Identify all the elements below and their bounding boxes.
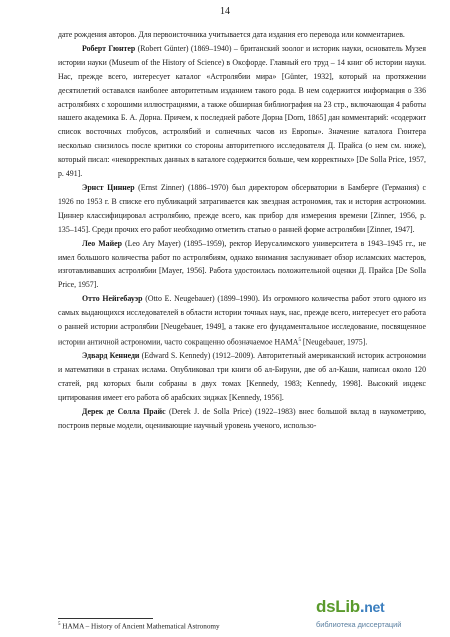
document-body <box>58 28 426 433</box>
person-name: Эрнст Циннер <box>82 182 135 192</box>
person-name: Роберт Гюнтер <box>82 43 136 53</box>
paragraph-text: дате рождения авторов. Для первоисточника учитывается дата издания его перевода или комментариев. <box>58 30 405 39</box>
paragraph-text: (Robert Günter) (1869–1940) – британский зоолог и историк науки, основатель Музея истории науки (Museum of the History of Science) в Оксфорде. Главный его труд – 14 книг об истории науки. Нас, прежде всего, интересует каталог «Астролябии мира» [Günter, 1932], который на протяжении десятилетий оставался наиболее авторитетным изданием такого рода. В нем содержится информация о 336 астролябиях с хорошими иллюстрациями, а также обширная библиография на 23 стр., включающая 4 работы нашего академика Б. А. Дорна. Причем, к последней работе Дорна [Dorn, 1865] дан комментарий: «содержит список восточных глобусов, астролябий и солнечных часов из Европы». Значение каталога Гюнтера несколько снизилось после критики со стороны авторитетного исследователя Д. Прайса (о нем см. ниже), который писал: «некорректных данных в каталоге содержится больше, чем корректных» [De Solla Price, 1957, p. 491]. <box>58 43 426 179</box>
watermark-logo: dsLib.net <box>316 597 385 616</box>
watermark-caption: библиотека диссертаций <box>316 620 402 629</box>
paragraph-kennedy <box>58 349 426 405</box>
person-name: Отто Нейгебауэр <box>82 294 143 304</box>
paragraph-zinner <box>58 181 426 237</box>
paragraph-text: (Edward S. Kennedy) (1912–2009). Авторитетный американский историк астрономии и математики в странах ислама. Опубликовал три книги об ал-Бируни, две об ал-Каши, написал около 120 статей, ряд которых были собраны в двух томах [Kennedy, 1983; Kennedy, 1998]. Высокий индекс цитирования имеет его работа об арабских зиджах [Kennedy, 1956]. <box>58 351 426 403</box>
footnote-marker: 5 <box>58 622 61 627</box>
paragraph-text-tail: [Neugebauer, 1975]. <box>300 337 368 347</box>
footnote <box>58 620 288 631</box>
paragraph-text: (Otto E. Neugebauer) (1899–1990). Из огромного количества работ этого одного из самых выдающихся исследователей в области истории точных наук, нас, прежде всего, интересует его работа о ранней истории астролябии [Neugebauer, 1949], а также его фундаментальное исследование, посвященное истории античной астрономии, часто сокращенно обозначаемое HAMA <box>58 294 426 347</box>
person-name: Лео Майер <box>82 238 122 248</box>
paragraph-text: (Derek J. de Solla Price) (1922–1983) внес большой вклад в наукометрию, построив первые модели, оценивающие научный уровень ученого, использо- <box>58 407 426 430</box>
person-name: Эдвард Кеннеди <box>82 351 140 361</box>
paragraph-mayer <box>58 237 426 293</box>
paragraph-neugebauer <box>58 292 426 349</box>
paragraph-gunter <box>58 42 426 181</box>
paragraph-price <box>58 405 426 433</box>
paragraph-continuation <box>58 28 426 42</box>
person-name: Дерек де Солла Прайс <box>82 407 166 417</box>
footnote-text: HAMA – History of Ancient Mathematical Astronomy <box>60 622 220 631</box>
footnote-reference[interactable]: 5 <box>298 337 301 343</box>
page-number: 14 <box>220 6 230 17</box>
paragraph-text: (Leo Ary Mayer) (1895–1959), ректор Иерусалимского университета в 1943–1945 гг., не имел большого количества работ по астролябиям, однако внимания заслуживает обзор исламских мастеров, изготавливавших астролябии [Mayer, 1956]. Работа удостоилась положительной оценки Д. Прайса [De Solla Price, 1957]. <box>58 238 426 290</box>
watermark[interactable] <box>316 596 444 634</box>
footnote-divider <box>58 618 153 619</box>
paragraph-text: (Ernst Zinner) (1886–1970) был директором обсерватории в Бамберге (Германия) с 1926 по 1953 г. В списке его публикаций затрагивается как звездная астрономия, так и история астрономии. Циннер классифицировал астролябию, прежде всего, как прибор для измерения времени [Zinner, 1956, p. 135–145]. Среди прочих его работ необходимо отметить статью о ранней форме астролябии [Zinner, 1947]. <box>58 182 426 234</box>
